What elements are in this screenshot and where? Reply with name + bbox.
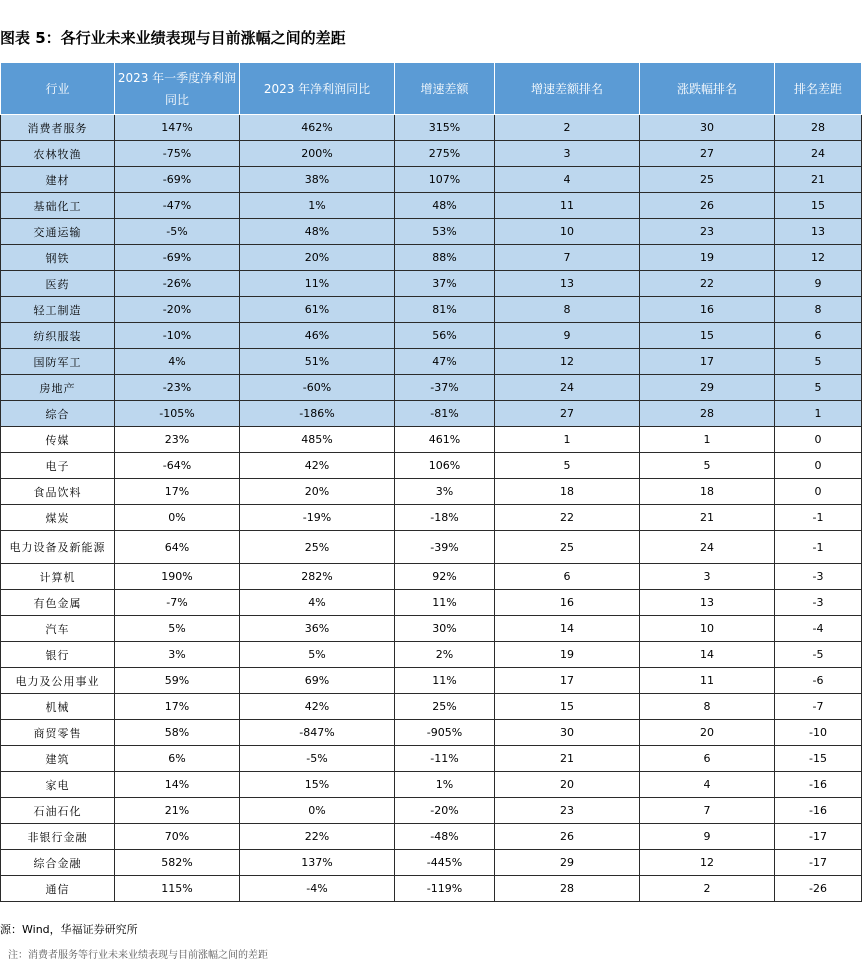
industry-name-cell: 消费者服务 (1, 115, 115, 141)
industry-name-cell: 煤炭 (1, 505, 115, 531)
industry-name-cell: 综合 (1, 401, 115, 427)
value-cell: 5 (495, 453, 640, 479)
value-cell: 21 (495, 746, 640, 772)
value-cell: -10% (115, 323, 240, 349)
value-cell: 25 (495, 531, 640, 564)
value-cell: 19 (640, 245, 775, 271)
value-cell: 23% (115, 427, 240, 453)
value-cell: 4 (640, 772, 775, 798)
industry-name-cell: 轻工制造 (1, 297, 115, 323)
value-cell: 11 (495, 193, 640, 219)
value-cell: 7 (495, 245, 640, 271)
value-cell: 5 (640, 453, 775, 479)
value-cell: 16 (640, 297, 775, 323)
table-row (1, 141, 862, 167)
value-cell: -3 (775, 590, 862, 616)
table-row (1, 531, 862, 564)
value-cell: 137% (240, 850, 395, 876)
value-cell: 5 (775, 375, 862, 401)
value-cell: 1% (395, 772, 495, 798)
value-cell: -26 (775, 876, 862, 902)
table-row (1, 375, 862, 401)
header-row (1, 63, 862, 115)
table-row (1, 876, 862, 902)
industry-name-cell: 综合金融 (1, 850, 115, 876)
value-cell: 5 (775, 349, 862, 375)
value-cell: 88% (395, 245, 495, 271)
value-cell: 9 (640, 824, 775, 850)
value-cell: 12 (775, 245, 862, 271)
value-cell: 51% (240, 349, 395, 375)
value-cell: 462% (240, 115, 395, 141)
value-cell: 1 (495, 427, 640, 453)
value-cell: -37% (395, 375, 495, 401)
table-container (0, 62, 842, 902)
value-cell: 8 (640, 694, 775, 720)
value-cell: 22 (495, 505, 640, 531)
value-cell: 46% (240, 323, 395, 349)
value-cell: -4 (775, 616, 862, 642)
value-cell: 8 (775, 297, 862, 323)
value-cell: 12 (640, 850, 775, 876)
industry-name-cell: 家电 (1, 772, 115, 798)
value-cell: -18% (395, 505, 495, 531)
value-cell: 10 (495, 219, 640, 245)
value-cell: 24 (495, 375, 640, 401)
industry-name-cell: 房地产 (1, 375, 115, 401)
table-row (1, 167, 862, 193)
value-cell: 25 (640, 167, 775, 193)
value-cell: -847% (240, 720, 395, 746)
table-row (1, 115, 862, 141)
industry-name-cell: 食品饮料 (1, 479, 115, 505)
table-row (1, 479, 862, 505)
table-row (1, 271, 862, 297)
value-cell: 107% (395, 167, 495, 193)
value-cell: -3 (775, 564, 862, 590)
value-cell: 4% (115, 349, 240, 375)
industry-name-cell: 电力设备及新能源 (1, 531, 115, 564)
header-change-rank: 涨跌幅排名 (640, 63, 775, 115)
industry-name-cell: 通信 (1, 876, 115, 902)
value-cell: 20 (495, 772, 640, 798)
value-cell: -17 (775, 824, 862, 850)
value-cell: 20% (240, 479, 395, 505)
table-row (1, 642, 862, 668)
value-cell: 0% (240, 798, 395, 824)
value-cell: 58% (115, 720, 240, 746)
value-cell: 30 (640, 115, 775, 141)
table-row (1, 401, 862, 427)
value-cell: 2 (640, 876, 775, 902)
value-cell: 27 (495, 401, 640, 427)
value-cell: 15 (495, 694, 640, 720)
footnote: 注：消费者服务等行业未来业绩表现与目前涨幅之间的差距 (8, 950, 268, 961)
header-growth-diff: 增速差额 (395, 63, 495, 115)
value-cell: 64% (115, 531, 240, 564)
value-cell: -16 (775, 798, 862, 824)
value-cell: -4% (240, 876, 395, 902)
value-cell: 9 (775, 271, 862, 297)
industry-name-cell: 传媒 (1, 427, 115, 453)
industry-name-cell: 建筑 (1, 746, 115, 772)
value-cell: 461% (395, 427, 495, 453)
value-cell: 42% (240, 694, 395, 720)
value-cell: -10 (775, 720, 862, 746)
value-cell: -11% (395, 746, 495, 772)
value-cell: -26% (115, 271, 240, 297)
value-cell: 282% (240, 564, 395, 590)
value-cell: 17 (495, 668, 640, 694)
value-cell: -1 (775, 505, 862, 531)
value-cell: 4 (495, 167, 640, 193)
value-cell: -5% (115, 219, 240, 245)
value-cell: 53% (395, 219, 495, 245)
value-cell: 5% (115, 616, 240, 642)
table-row (1, 323, 862, 349)
industry-name-cell: 医药 (1, 271, 115, 297)
value-cell: -23% (115, 375, 240, 401)
value-cell: -5 (775, 642, 862, 668)
industry-name-cell: 钢铁 (1, 245, 115, 271)
table-row (1, 772, 862, 798)
value-cell: 4% (240, 590, 395, 616)
value-cell: 13 (775, 219, 862, 245)
value-cell: -17 (775, 850, 862, 876)
value-cell: 11% (395, 668, 495, 694)
value-cell: 23 (495, 798, 640, 824)
value-cell: -47% (115, 193, 240, 219)
value-cell: -48% (395, 824, 495, 850)
value-cell: 6 (775, 323, 862, 349)
value-cell: 28 (640, 401, 775, 427)
table-row (1, 193, 862, 219)
value-cell: 25% (240, 531, 395, 564)
value-cell: -69% (115, 167, 240, 193)
value-cell: 14 (495, 616, 640, 642)
value-cell: -105% (115, 401, 240, 427)
industry-name-cell: 交通运输 (1, 219, 115, 245)
value-cell: 29 (640, 375, 775, 401)
value-cell: -39% (395, 531, 495, 564)
value-cell: -60% (240, 375, 395, 401)
value-cell: 29 (495, 850, 640, 876)
value-cell: 9 (495, 323, 640, 349)
value-cell: 275% (395, 141, 495, 167)
table-row (1, 616, 862, 642)
value-cell: 26 (495, 824, 640, 850)
value-cell: 3% (115, 642, 240, 668)
value-cell: 18 (640, 479, 775, 505)
industry-name-cell: 国防军工 (1, 349, 115, 375)
value-cell: 20 (640, 720, 775, 746)
value-cell: 16 (495, 590, 640, 616)
value-cell: 8 (495, 297, 640, 323)
value-cell: 1% (240, 193, 395, 219)
value-cell: 10 (640, 616, 775, 642)
value-cell: 6 (495, 564, 640, 590)
industry-gap-table (0, 62, 862, 902)
value-cell: 11% (395, 590, 495, 616)
value-cell: 42% (240, 453, 395, 479)
value-cell: 17% (115, 694, 240, 720)
value-cell: 28 (775, 115, 862, 141)
value-cell: 315% (395, 115, 495, 141)
header-2023-profit-yoy: 2023 年净利润同比 (240, 63, 395, 115)
industry-name-cell: 有色金属 (1, 590, 115, 616)
table-row (1, 590, 862, 616)
value-cell: 0% (115, 505, 240, 531)
source-note: 源：Wind，华福证券研究所 (0, 923, 138, 936)
value-cell: 200% (240, 141, 395, 167)
value-cell: -20% (395, 798, 495, 824)
header-growth-diff-rank: 增速差额排名 (495, 63, 640, 115)
value-cell: 48% (240, 219, 395, 245)
value-cell: 6% (115, 746, 240, 772)
value-cell: 37% (395, 271, 495, 297)
value-cell: 14% (115, 772, 240, 798)
value-cell: 24 (775, 141, 862, 167)
value-cell: 19 (495, 642, 640, 668)
value-cell: 69% (240, 668, 395, 694)
value-cell: 1 (775, 401, 862, 427)
value-cell: 21 (640, 505, 775, 531)
table-row (1, 798, 862, 824)
value-cell: 1 (640, 427, 775, 453)
header-industry: 行业 (1, 63, 115, 115)
value-cell: 81% (395, 297, 495, 323)
industry-name-cell: 石油石化 (1, 798, 115, 824)
table-row (1, 746, 862, 772)
value-cell: -1 (775, 531, 862, 564)
table-row (1, 219, 862, 245)
value-cell: 47% (395, 349, 495, 375)
value-cell: -20% (115, 297, 240, 323)
value-cell: 48% (395, 193, 495, 219)
table-header (1, 63, 862, 115)
value-cell: 0 (775, 479, 862, 505)
table-body (1, 115, 862, 902)
value-cell: 11 (640, 668, 775, 694)
value-cell: 7 (640, 798, 775, 824)
industry-name-cell: 商贸零售 (1, 720, 115, 746)
value-cell: 24 (640, 531, 775, 564)
value-cell: 61% (240, 297, 395, 323)
table-row (1, 297, 862, 323)
value-cell: 15% (240, 772, 395, 798)
value-cell: 30% (395, 616, 495, 642)
industry-name-cell: 电子 (1, 453, 115, 479)
value-cell: -75% (115, 141, 240, 167)
value-cell: 22 (640, 271, 775, 297)
table-row (1, 349, 862, 375)
value-cell: 28 (495, 876, 640, 902)
value-cell: 582% (115, 850, 240, 876)
industry-name-cell: 电力及公用事业 (1, 668, 115, 694)
value-cell: 147% (115, 115, 240, 141)
value-cell: 11% (240, 271, 395, 297)
value-cell: 106% (395, 453, 495, 479)
value-cell: 115% (115, 876, 240, 902)
value-cell: -19% (240, 505, 395, 531)
value-cell: 21% (115, 798, 240, 824)
industry-name-cell: 银行 (1, 642, 115, 668)
value-cell: 0 (775, 453, 862, 479)
value-cell: -69% (115, 245, 240, 271)
value-cell: 23 (640, 219, 775, 245)
figure-title: 图表 5：各行业未来业绩表现与目前涨幅之间的差距 (0, 29, 346, 47)
value-cell: -5% (240, 746, 395, 772)
value-cell: 21 (775, 167, 862, 193)
value-cell: 3 (495, 141, 640, 167)
value-cell: 59% (115, 668, 240, 694)
table-row (1, 694, 862, 720)
table-row (1, 564, 862, 590)
value-cell: -6 (775, 668, 862, 694)
industry-name-cell: 计算机 (1, 564, 115, 590)
table-row (1, 850, 862, 876)
value-cell: 3% (395, 479, 495, 505)
value-cell: 70% (115, 824, 240, 850)
value-cell: 18 (495, 479, 640, 505)
value-cell: -15 (775, 746, 862, 772)
value-cell: -119% (395, 876, 495, 902)
value-cell: -81% (395, 401, 495, 427)
value-cell: 2% (395, 642, 495, 668)
value-cell: 17% (115, 479, 240, 505)
value-cell: 26 (640, 193, 775, 219)
value-cell: 30 (495, 720, 640, 746)
value-cell: 25% (395, 694, 495, 720)
value-cell: 17 (640, 349, 775, 375)
industry-name-cell: 机械 (1, 694, 115, 720)
value-cell: 38% (240, 167, 395, 193)
table-row (1, 668, 862, 694)
header-q1-profit-yoy: 2023 年一季度净利润同比 (115, 63, 240, 115)
value-cell: 190% (115, 564, 240, 590)
value-cell: -7% (115, 590, 240, 616)
table-row (1, 824, 862, 850)
value-cell: 22% (240, 824, 395, 850)
table-row (1, 720, 862, 746)
value-cell: 92% (395, 564, 495, 590)
table-row (1, 505, 862, 531)
value-cell: 12 (495, 349, 640, 375)
value-cell: 20% (240, 245, 395, 271)
header-rank-gap: 排名差距 (775, 63, 862, 115)
value-cell: -186% (240, 401, 395, 427)
value-cell: 3 (640, 564, 775, 590)
value-cell: 14 (640, 642, 775, 668)
value-cell: -7 (775, 694, 862, 720)
value-cell: 0 (775, 427, 862, 453)
industry-name-cell: 基础化工 (1, 193, 115, 219)
industry-name-cell: 纺织服装 (1, 323, 115, 349)
value-cell: 15 (640, 323, 775, 349)
value-cell: 13 (495, 271, 640, 297)
value-cell: -16 (775, 772, 862, 798)
table-row (1, 427, 862, 453)
value-cell: 5% (240, 642, 395, 668)
value-cell: -905% (395, 720, 495, 746)
table-row (1, 245, 862, 271)
value-cell: -445% (395, 850, 495, 876)
industry-name-cell: 非银行金融 (1, 824, 115, 850)
value-cell: 2 (495, 115, 640, 141)
value-cell: 56% (395, 323, 495, 349)
value-cell: 15 (775, 193, 862, 219)
value-cell: -64% (115, 453, 240, 479)
value-cell: 6 (640, 746, 775, 772)
value-cell: 485% (240, 427, 395, 453)
industry-name-cell: 汽车 (1, 616, 115, 642)
value-cell: 27 (640, 141, 775, 167)
value-cell: 13 (640, 590, 775, 616)
table-row (1, 453, 862, 479)
industry-name-cell: 农林牧渔 (1, 141, 115, 167)
industry-name-cell: 建材 (1, 167, 115, 193)
value-cell: 36% (240, 616, 395, 642)
